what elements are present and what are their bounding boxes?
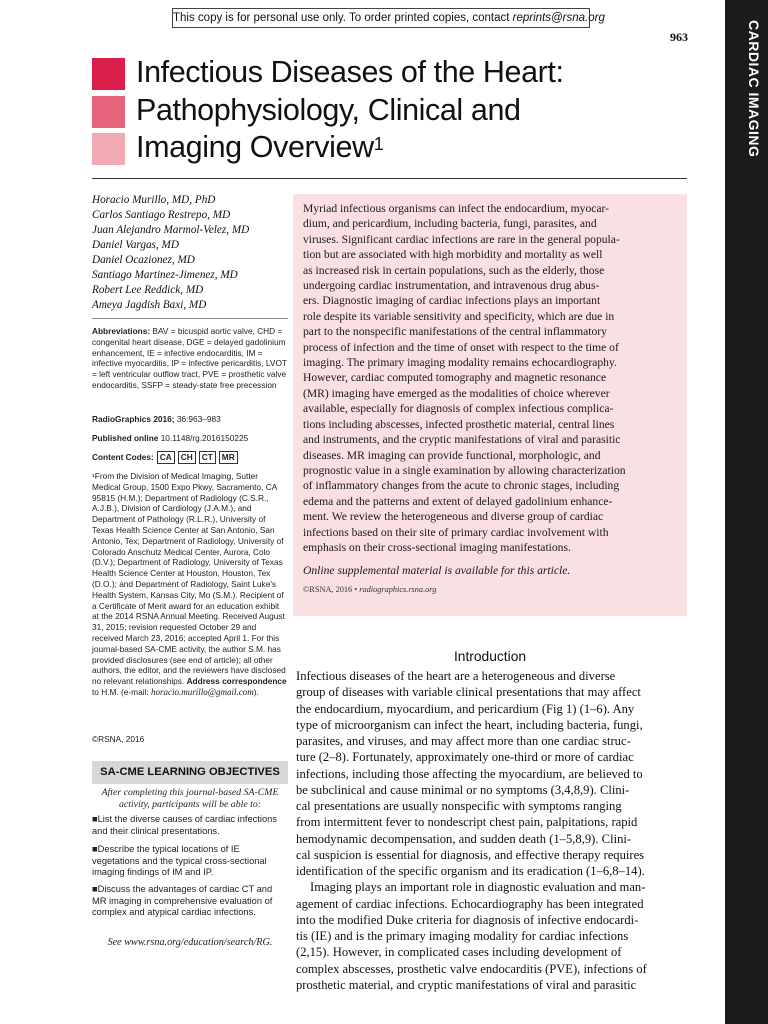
objective-item: ■List the diverse causes of cardiac infections and their clinical presentations. (92, 814, 277, 836)
objectives-see-link[interactable]: See www.rsna.org/education/search/RG. (107, 937, 273, 948)
page-number: 963 (670, 30, 688, 44)
objective-item: ■Discuss the advantages of cardiac CT and MR imaging in comprehensive evaluation of complex and atypical cardiac infections. (92, 884, 273, 917)
correspondence-closing: ). (253, 686, 259, 697)
divider (92, 318, 288, 319)
abstract-line: dium, and pericardium, including bacteria, fungi, parasites, and (303, 217, 597, 231)
body-line: be subclinical and cause minimal or no symptoms (3,4,8,9). Clini- (296, 782, 630, 797)
objectives-intro: After completing this journal-based SA-CME activity, participants will be able to: (101, 787, 279, 810)
author: Daniel Ocazionez, MD (92, 254, 195, 266)
body-line: complex abscesses, prosthetic valve endocarditis (PVE), infections of (296, 961, 647, 976)
body-line: (2,15). However, in complicated cases including development of (296, 945, 622, 960)
content-code-badge: MR (219, 451, 238, 464)
section-heading-introduction: Introduction (453, 649, 527, 664)
author: Horacio Murillo, MD, PhD (92, 194, 216, 206)
abbreviations-label: Abbreviations: (92, 326, 153, 336)
title-footnote-marker: 1 (373, 134, 384, 154)
objectives-heading: SA-CME LEARNING OBJECTIVES (92, 761, 288, 784)
body-line: ture (2–8). Fortunately, approximately one-third or more of cardiac (296, 750, 634, 765)
body-line: cal suspicion is essential for diagnosis, and effective therapy requires (296, 847, 645, 862)
objective-item: ■Describe the typical locations of IE vegetations and the typical cross-sectional imaging findings of IM and IP. (92, 844, 267, 877)
introduction-body (296, 668, 688, 993)
body-line: type of microorganism can infect the heart, including bacteria, fungi, (296, 717, 643, 732)
author: Ameya Jagdish Baxi, MD (92, 299, 207, 311)
abstract-line: ers. Diagnostic imaging of cardiac infections plays an important (303, 294, 601, 308)
title-line: Imaging Overview$^1$ (136, 130, 384, 164)
published-online (92, 433, 288, 444)
affiliation-footnote (92, 471, 288, 698)
abstract-line: as increased risk in certain populations, such as the elderly, those (303, 263, 605, 277)
journal-site-link[interactable]: radiographics.rsna.org (359, 585, 437, 595)
published-online-label: Published online (92, 433, 161, 443)
abbreviations-text: BAV = bicuspid aortic valve, CHD = congenital heart disease, DGE = delayed gadolinium enhancement, IE = infective endocarditis, IM = infective myocarditis, IP = infective pericarditis, LVOT = left ventricular outflow tract, PVE = prosthetic valve endocarditis, SSFP = steady-state free precession (92, 326, 287, 390)
abstract-line: Myriad infectious organisms can infect the endocardium, myocar- (303, 202, 610, 215)
correspondence-text: to H.M. (e-mail: (92, 686, 152, 697)
abstract-line: emphasis on their cross-sectional imaging manifestations. (303, 540, 571, 554)
reprint-email-link[interactable]: reprints@rsna.org (512, 12, 605, 24)
body-line: the endocardium, myocardium, and pericardium (Fig 1) (1–6). Any (296, 701, 635, 716)
abstract-line: However, cardiac computed tomography and magnetic resonance (303, 371, 607, 385)
citation-details: 36:963–983 (176, 414, 221, 424)
author-list (92, 193, 288, 313)
abstract-line: (MR) imaging have emerged as the modalities of choice wherever (303, 386, 610, 400)
abstract-text (303, 201, 680, 555)
body-line: tis (IE) and is the primary imaging modality for cardiac infections (296, 929, 629, 943)
copyright-abstract (303, 585, 680, 594)
abstract-line: diseases. MR imaging can provide functional, morphologic, and (303, 448, 601, 462)
citation (92, 414, 288, 425)
body-line: group of diseases with variable clinical presentations that may affect (296, 685, 641, 700)
abstract-line: of inflammatory changes from the acute to chronic stages, including (303, 479, 620, 493)
reprint-notice (172, 8, 605, 28)
content-code-badge: CH (178, 451, 196, 464)
title-square-pink (92, 96, 125, 128)
content-code-badge: CT (199, 451, 216, 464)
body-line: agement of cardiac infections. Echocardiography has been integrated (296, 896, 644, 911)
title-line: Infectious Diseases of the Heart: (136, 55, 564, 89)
body-line: infections, including those affecting the myocardium, are believed to (296, 766, 643, 781)
title-line: Pathophysiology, Clinical and (136, 92, 521, 127)
body-line: from intermittent fever to nondescript chest pain, palpitations, rapid (296, 815, 638, 830)
abstract-line: undergoing cardiac instrumentation, and intravenous drug abus- (303, 279, 600, 293)
author: Santiago Martinez-Jimenez, MD (92, 269, 238, 281)
supplemental-note: Online supplemental material is available for this article. (303, 564, 571, 578)
abstract-line: viruses. Significant cardiac infections are rare in the general popula- (303, 232, 620, 246)
body-line: Infectious diseases of the heart are a heterogeneous and diverse (296, 669, 616, 683)
author: Daniel Vargas, MD (92, 239, 179, 251)
abstract-line: tion but are associated with high morbidity and mortality as well (303, 248, 603, 262)
abbreviations (92, 326, 288, 391)
abstract-line: ment. We review the heterogeneous and diverse group of cardiac (303, 510, 604, 524)
header-rule (92, 178, 687, 179)
abstract-line: tions including abscesses, infected prosthetic material, central lines (303, 417, 615, 431)
body-line: prosthetic material, and cryptic manifestations of viral and parasitic (296, 977, 637, 992)
author: Carlos Santiago Restrepo, MD (92, 209, 231, 221)
body-line: identification of the specific organism and its eradication (1–6,8–14). (296, 864, 645, 878)
copyright-text: ©RSNA, 2016 • (303, 585, 360, 595)
title-square-light-pink (92, 133, 125, 165)
author: Robert Lee Reddick, MD (92, 284, 204, 296)
content-codes-label: Content Codes: (92, 452, 154, 463)
abstract-box (293, 194, 687, 616)
article-title (136, 54, 696, 167)
body-line: into the modified Duke criteria for diagnosis of infective endocardi- (296, 912, 639, 927)
abstract-line: role despite its variable sensitivity and specificity, which are due in (303, 309, 615, 323)
body-line: Imaging plays an important role in diagnostic evaluation and man- (310, 880, 646, 895)
abstract-line: and instruments, and the cryptic manifestations of viral and parasitic (303, 433, 621, 447)
abstract-line: imaging. The primary imaging modality remains echocardiography. (303, 356, 617, 370)
abstract-line: part to the nonspecific manifestations of the central inflammatory (303, 325, 607, 339)
abstract-line: prognostic value in a single examination by allowing characterization (303, 463, 626, 477)
body-line: parasites, and viruses, and may affect more than one cardiac struc- (296, 734, 631, 748)
abstract-line: available, especially for diagnosis of complex infectious complica- (303, 402, 614, 416)
affiliation-text: ¹From the Division of Medical Imaging, Sutter Medical Group, 1500 Expo Pkwy, Sacramento, CA 95815 (H.M.); Department of Radiology (C.S.R., A.J.B.), Division of Cardiology (J.A.M.), and Department of Pathology (R.L.R.), University of Texas Health Science Center at San Antonio, San Antonio, Tex; Department of Radiology, University of Colorado Anschutz Medical Center, Aurora, Colo (D.V.); Department of Radiology, University of Texas Health Science Center at Houston, Houston, Tex (D.O.); and Department of Radiology, Saint Luke's Health System, Kansas City, Mo (S.M.). Recipient of a Certificate of Merit award for an education exhibit at the 2014 RSNA Annual Meeting. Received August 31, 2015; revision requested October 29 and received March 23, 2016; accepted April 1. For this journal-based SA-CME activity, the author S.M. has provided disclosures (see end of article); all other authors, the editor, and the reviewers have disclosed no relevant relationships. (92, 471, 286, 687)
body-line: cal presentations are usually nonspecific with symptoms ranging (296, 799, 622, 813)
content-codes (92, 451, 288, 464)
abstract-line: edema and the patterns and extent of delayed gadolinium enhance- (303, 494, 613, 508)
abstract-line: process of infection and the time of onset with respect to the time of (303, 340, 619, 354)
title-square-red (92, 58, 125, 90)
section-label: CARDIAC IMAGING (746, 20, 762, 158)
citation-journal: RadioGraphics 2016; (92, 414, 177, 424)
correspondence-label: Address correspondence (186, 676, 287, 687)
correspondence-email-link[interactable]: horacio.murillo@gmail.com (151, 686, 254, 697)
author: Juan Alejandro Marmol-Velez, MD (92, 224, 250, 236)
reprint-notice-text: This copy is for personal use only. To order printed copies, contact (173, 12, 513, 24)
content-code-badge: CA (157, 451, 175, 464)
body-line: hemodynamic decompensation, and sudden death (1–5,8,9). Clini- (296, 831, 632, 846)
doi-link[interactable]: 10.1148/rg.2016150225 (160, 433, 249, 443)
copyright-left: ©RSNA, 2016 (92, 734, 145, 744)
abstract-line: infections based on their site of primary cardiac involvement with (303, 525, 609, 539)
